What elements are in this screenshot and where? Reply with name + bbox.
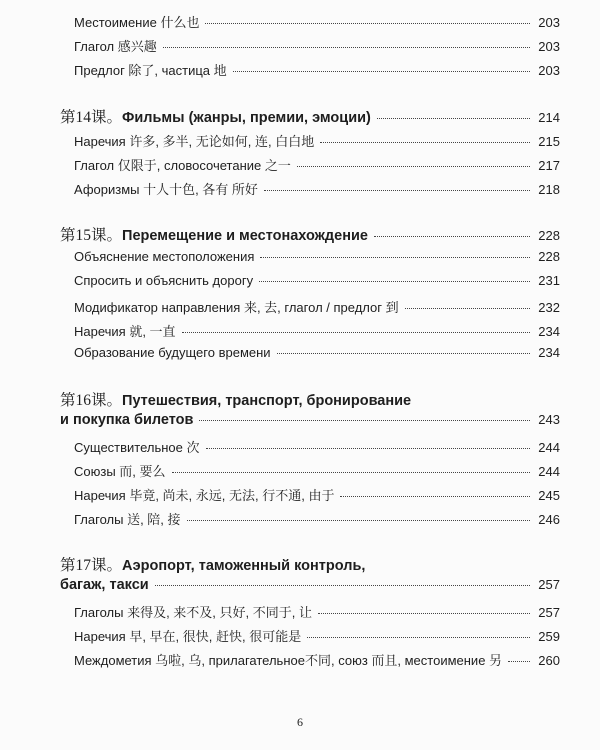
- toc-entry[interactable]: [60, 131, 560, 150]
- entry-page: 245: [538, 488, 560, 503]
- dot-leader: [163, 47, 530, 48]
- entry-page: 246: [538, 512, 560, 527]
- entry-page: 260: [538, 653, 560, 668]
- entry-page: 259: [538, 629, 560, 644]
- chapter-title-continued: и покупка билетов: [60, 412, 194, 428]
- entry-title: Глаголы 送, 陪, 接: [74, 512, 181, 527]
- entry-title: Наречия 就, 一直: [74, 324, 176, 339]
- entry-title: Глагол 仅限于, словосочетание 之一: [74, 158, 291, 173]
- dot-leader: [374, 236, 530, 237]
- toc-entry[interactable]: [60, 60, 560, 79]
- toc-entry[interactable]: [60, 12, 560, 31]
- chapter-page: 257: [538, 577, 560, 592]
- chapter-title: Путешествия, транспорт, бронирование: [122, 393, 412, 409]
- entry-title: Междометия 乌啦, 乌, прилагательное不同, союз 而且, местоимение 另: [74, 653, 503, 668]
- toc-entry[interactable]: [60, 155, 560, 174]
- chapter-page: 243: [538, 412, 560, 427]
- entry-page: 215: [538, 134, 560, 149]
- chapter-number: 第17课。: [60, 557, 123, 574]
- entry-page: 257: [538, 605, 560, 620]
- toc-entry[interactable]: [60, 509, 560, 528]
- dot-leader: [182, 332, 530, 333]
- entry-title: Глаголы 来得及, 来不及, 只好, 不同于, 让: [74, 605, 312, 620]
- chapter-page: 228: [538, 228, 560, 243]
- dot-leader: [307, 637, 530, 638]
- dot-leader: [318, 613, 530, 614]
- chapter-number: 第14课。: [60, 109, 123, 126]
- entry-page: 218: [538, 182, 560, 197]
- dot-leader: [405, 308, 530, 309]
- entry-page: 234: [538, 324, 560, 339]
- dot-leader: [187, 520, 530, 521]
- dot-leader: [277, 353, 530, 354]
- dot-leader: [199, 420, 530, 421]
- chapter-17-heading-line1[interactable]: [60, 553, 365, 575]
- dot-leader: [172, 472, 530, 473]
- entry-page: 203: [538, 15, 560, 30]
- toc-entry[interactable]: [60, 437, 560, 456]
- entry-title: Наречия 许多, 多半, 无论如何, 连, 白白地: [74, 134, 315, 149]
- entry-title: Местоимение 什么也: [74, 15, 200, 30]
- entry-title: Наречия 早, 早在, 很快, 赶快, 很可能是: [74, 629, 302, 644]
- chapter-title: Аэропорт, таможенный контроль,: [122, 558, 366, 574]
- entry-page: 244: [538, 440, 560, 455]
- dot-leader: [508, 661, 530, 662]
- chapter-number: 第15课。: [60, 227, 123, 244]
- chapter-16-heading-line2[interactable]: [60, 412, 560, 428]
- entry-page: 203: [538, 63, 560, 78]
- entry-title: Модификатор направления 来, 去, глагол / предлог 到: [74, 300, 399, 315]
- chapter-15-heading[interactable]: [60, 223, 560, 245]
- chapter-17-heading-line2[interactable]: [60, 577, 560, 593]
- dot-leader: [260, 257, 530, 258]
- dot-leader: [340, 496, 530, 497]
- toc-entry[interactable]: [60, 602, 560, 621]
- entry-page: 228: [538, 249, 560, 264]
- dot-leader: [155, 585, 530, 586]
- chapter-14-heading[interactable]: [60, 105, 560, 127]
- dot-leader: [297, 166, 530, 167]
- toc-entry[interactable]: [60, 36, 560, 55]
- entry-title: Существительное 次: [74, 440, 200, 455]
- dot-leader: [206, 448, 530, 449]
- entry-page: 244: [538, 464, 560, 479]
- chapter-16-heading-line1[interactable]: [60, 388, 411, 410]
- page-number: 6: [297, 715, 303, 729]
- chapter-title: Фильмы (жанры, премии, эмоции): [122, 110, 371, 126]
- toc-entry[interactable]: [60, 179, 560, 198]
- toc-entry[interactable]: [60, 650, 560, 669]
- entry-title: Глагол 感兴趣: [74, 39, 157, 54]
- toc-entry[interactable]: [60, 461, 560, 480]
- entry-page: 203: [538, 39, 560, 54]
- dot-leader: [259, 281, 530, 282]
- entry-page: 231: [538, 273, 560, 288]
- entry-title: Объяснение местоположения: [74, 249, 255, 264]
- entry-page: 217: [538, 158, 560, 173]
- entry-title: Предлог 除了, частица 地: [74, 63, 227, 78]
- chapter-number: 第16课。: [60, 392, 123, 409]
- toc-entry[interactable]: [60, 626, 560, 645]
- toc-entry[interactable]: [60, 297, 560, 316]
- dot-leader: [233, 71, 530, 72]
- dot-leader: [320, 142, 530, 143]
- dot-leader: [264, 190, 530, 191]
- entry-title: Образование будущего времени: [74, 345, 271, 360]
- chapter-title-continued: багаж, такси: [60, 577, 149, 593]
- dot-leader: [205, 23, 530, 24]
- toc-entry[interactable]: [60, 345, 560, 360]
- entry-page: 232: [538, 300, 560, 315]
- toc-entry[interactable]: [60, 485, 560, 504]
- toc-entry[interactable]: [60, 249, 560, 264]
- entry-title: Наречия 毕竟, 尚未, 永远, 无法, 行不通, 由于: [74, 488, 335, 503]
- dot-leader: [377, 118, 530, 119]
- entry-page: 234: [538, 345, 560, 360]
- entry-title: Афоризмы 十人十色, 各有 所好: [74, 182, 258, 197]
- chapter-title: Перемещение и местонахождение: [122, 228, 368, 244]
- toc-entry[interactable]: [60, 321, 560, 340]
- toc-entry[interactable]: [60, 273, 560, 288]
- chapter-page: 214: [538, 110, 560, 125]
- entry-title: Союзы 而, 要么: [74, 464, 166, 479]
- entry-title: Спросить и объяснить дорогу: [74, 273, 254, 288]
